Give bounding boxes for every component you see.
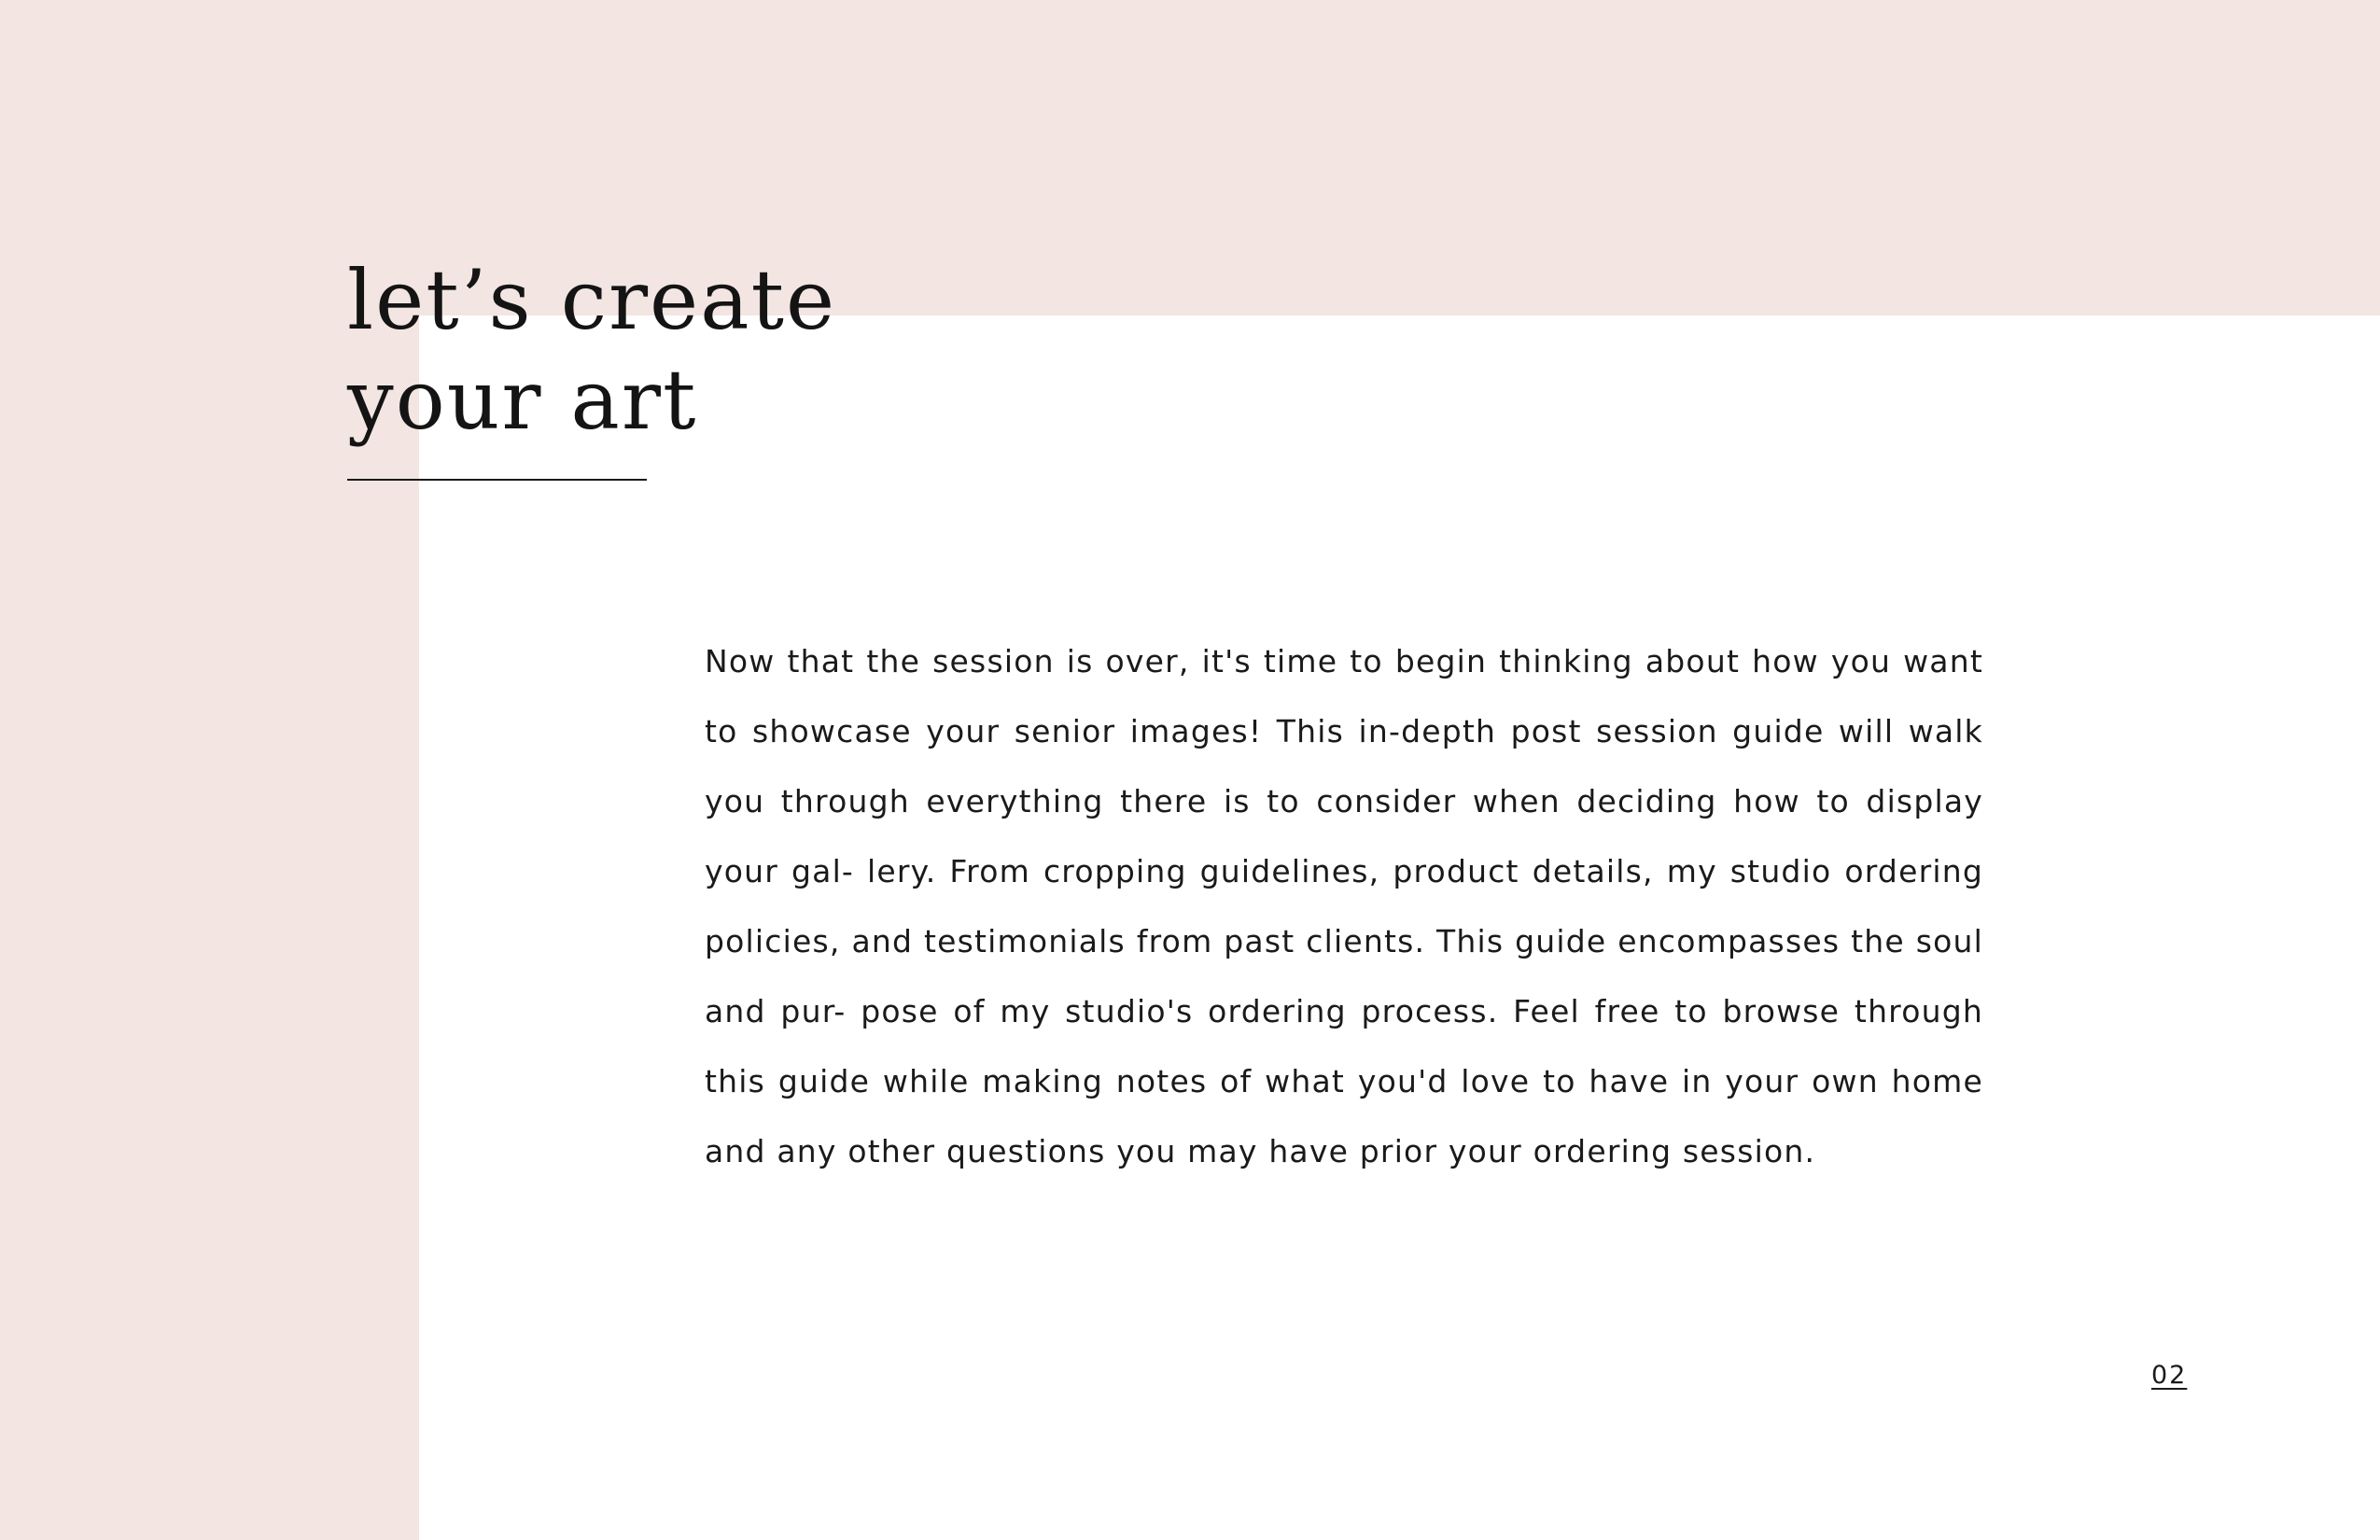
intro-line-4: lery. From cropping guidelines, product details, my studio ordering policies, (705, 853, 1983, 959)
title-underline-divider (347, 479, 647, 481)
intro-paragraph (705, 626, 1983, 1186)
intro-line-2: showcase your senior images! This in-depth post session guide will walk you (705, 713, 1983, 819)
intro-line-8: questions you may have prior your ordering session. (945, 1133, 1816, 1169)
intro-line-7: while making notes of what you'd love to have in your own home and any other (705, 1063, 1983, 1169)
page-title-line-1: let’s create (347, 252, 837, 348)
page-title (347, 250, 836, 450)
left-accent-band (0, 0, 419, 1540)
intro-line-6: pose of my studio's ordering process. Feel free to browse through this guide (705, 993, 1983, 1099)
intro-line-5: and testimonials from past clients. This guide encompasses the soul and pur- (705, 923, 1983, 1029)
page-number: 02 (2151, 1361, 2188, 1390)
intro-line-1: Now that the session is over, it's time to begin thinking about how you want to (705, 643, 1983, 749)
intro-line-3: through everything there is to consider when deciding how to display your gal- (705, 783, 1983, 889)
page-title-line-2: your art (347, 352, 698, 448)
